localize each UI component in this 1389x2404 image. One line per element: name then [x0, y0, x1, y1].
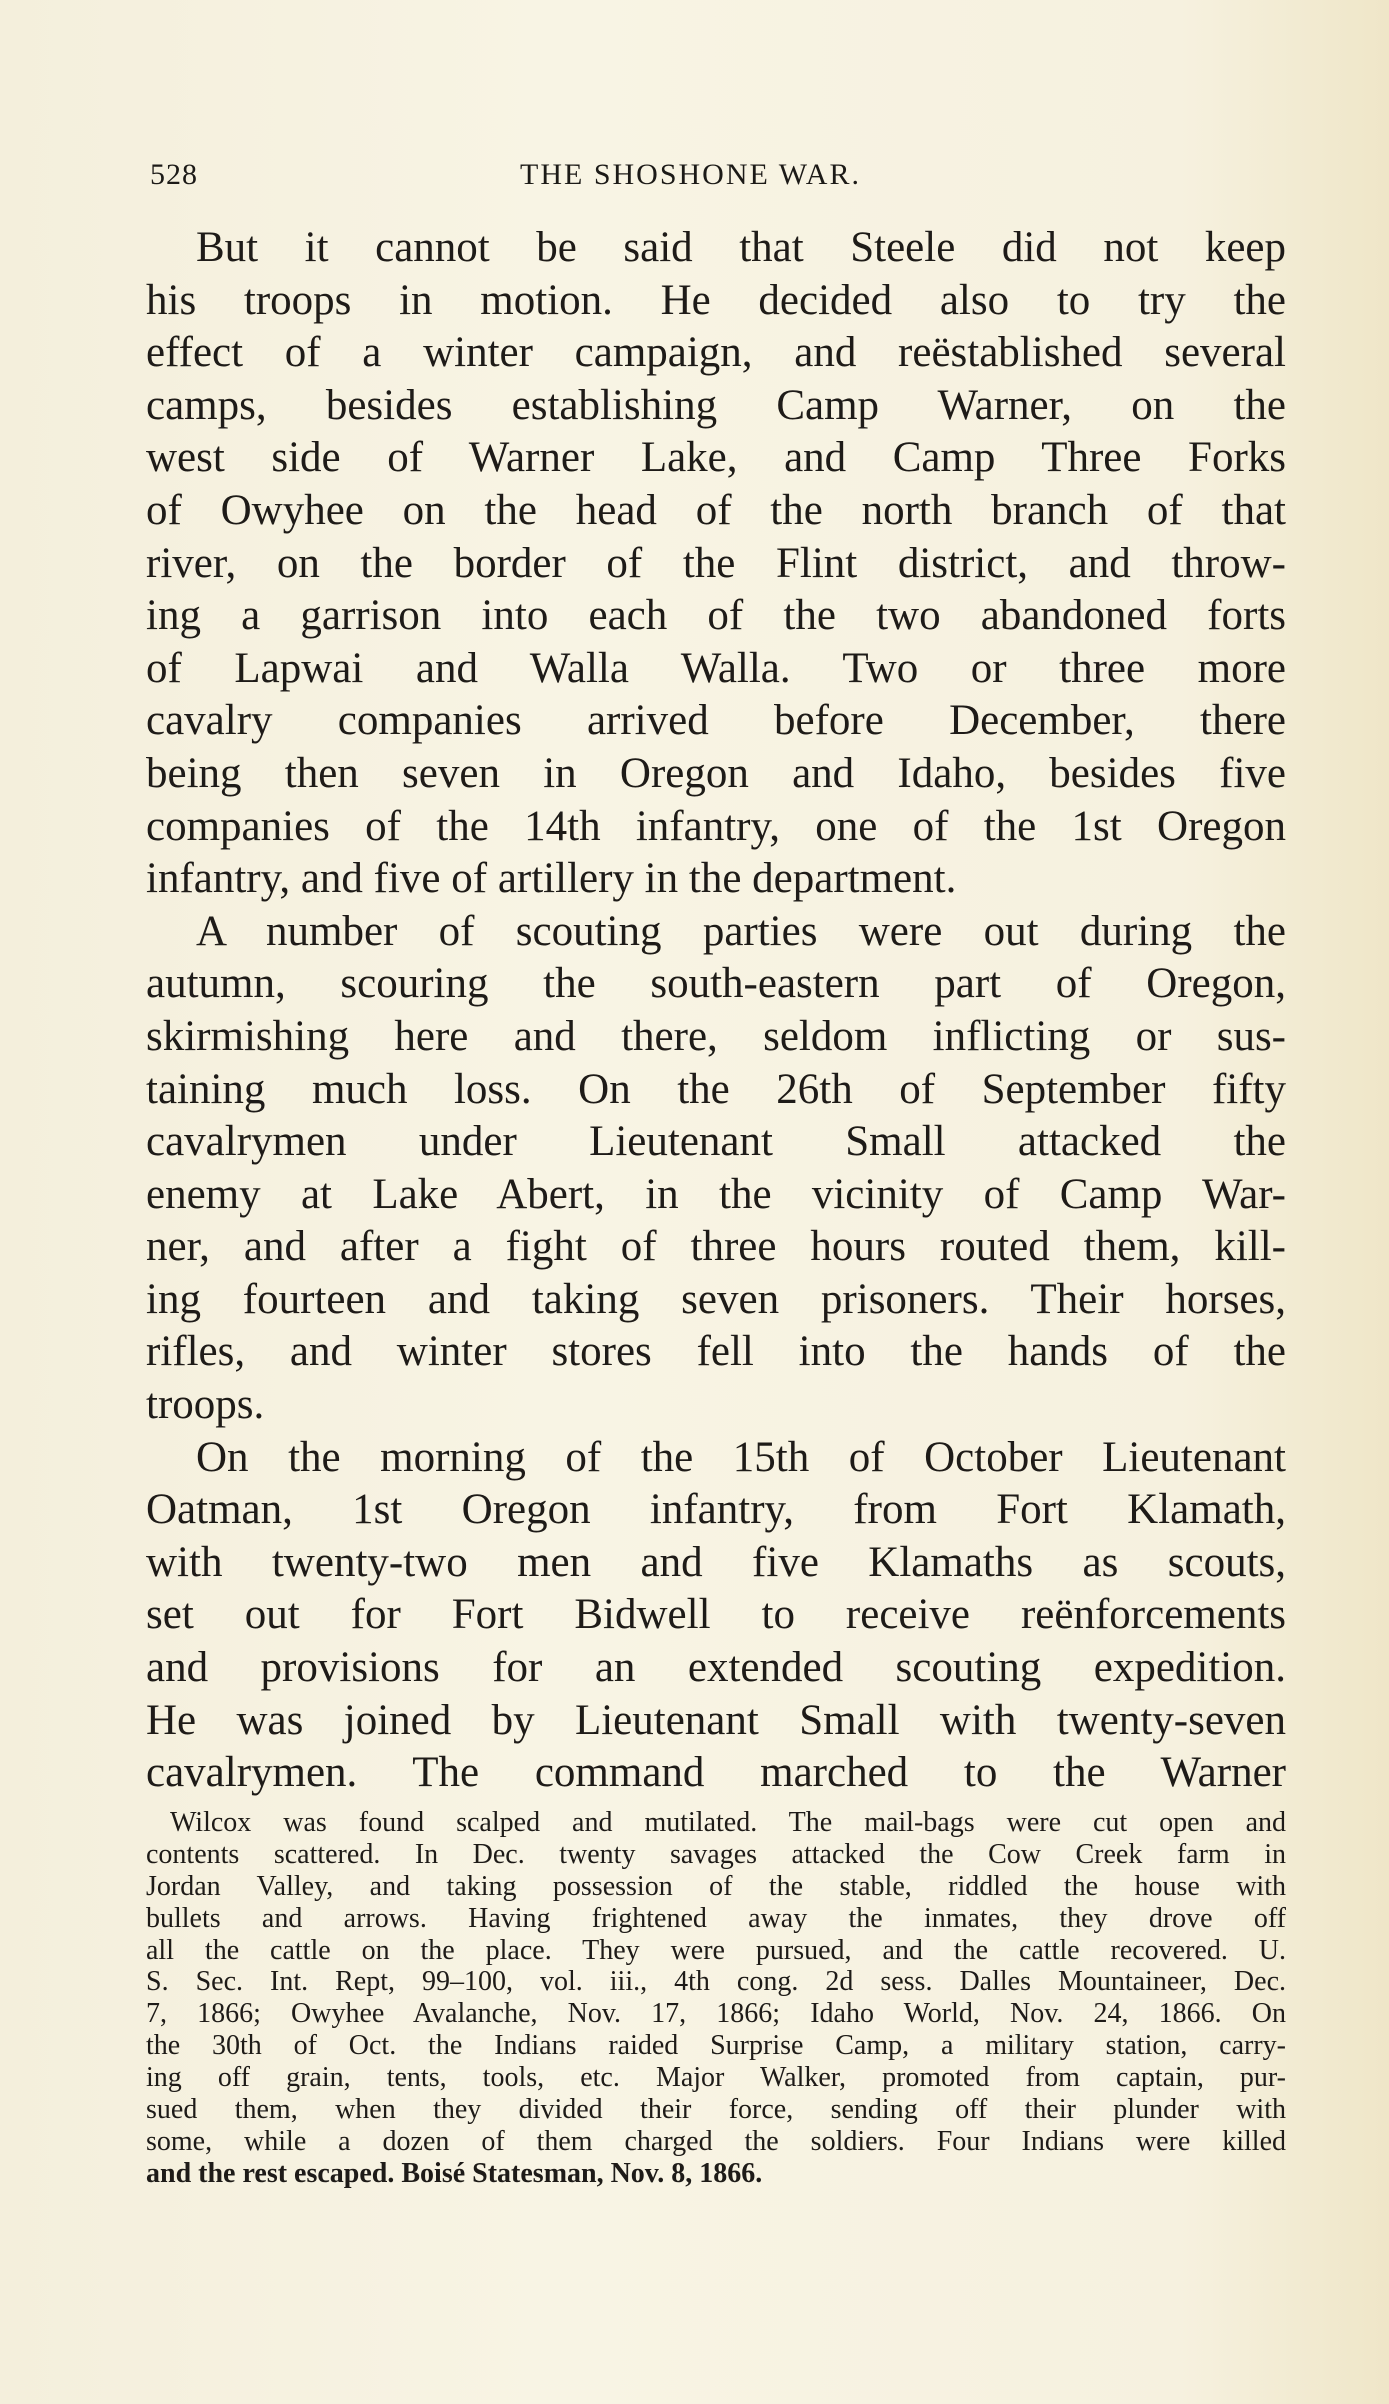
- text-line: cavalry companies arrived before December, there: [146, 697, 1286, 745]
- text-line: But it cannot be said that Steele did not keep: [196, 224, 1286, 271]
- text-line: ner, and after a fight of three hours routed them, kill-: [146, 1223, 1286, 1271]
- text-line: taining much loss. On the 26th of September fifty: [146, 1065, 1286, 1113]
- text-line: with twenty-two men and five Klamaths as scouts,: [146, 1538, 1286, 1586]
- text-line: river, on the border of the Flint district, and throw-: [146, 539, 1286, 587]
- footnote: [146, 1807, 1286, 2190]
- footnote-line: bullets and arrows. Having frightened away the inmates, they drove off: [146, 1902, 1286, 1934]
- footnote-line: all the cattle on the place. They were pursued, and the cattle recovered. U.: [146, 1934, 1286, 1966]
- text-line: enemy at Lake Abert, in the vicinity of Camp War-: [146, 1170, 1286, 1218]
- body-text: [146, 222, 1286, 1800]
- text-line: troops.: [146, 1381, 265, 1429]
- text-line: being then seven in Oregon and Idaho, besides five: [146, 749, 1286, 797]
- text-line: companies of the 14th infantry, one of the 1st Oregon: [146, 802, 1286, 850]
- text-line: cavalrymen. The command marched to the Warner: [146, 1749, 1286, 1797]
- text-line: rifles, and winter stores fell into the hands of the: [146, 1328, 1286, 1376]
- text-line: A number of scouting parties were out during the: [196, 907, 1286, 955]
- footnote-line: ing off grain, tents, tools, etc. Major Walker, promoted from captain, pur-: [146, 2062, 1286, 2094]
- text-line: ing fourteen and taking seven prisoners. Their horses,: [146, 1275, 1286, 1323]
- text-line: set out for Fort Bidwell to receive reënforcements: [146, 1591, 1286, 1639]
- footnote-line: 7, 1866; Owyhee Avalanche, Nov. 17, 1866; Idaho World, Nov. 24, 1866. On: [146, 1998, 1286, 2030]
- running-title: THE SHOSHONE WAR.: [520, 158, 861, 191]
- text-line: He was joined by Lieutenant Small with twenty-seven: [146, 1696, 1286, 1744]
- text-line: infantry, and five of artillery in the department.: [146, 855, 957, 903]
- text-line: effect of a winter campaign, and reëstablished several: [146, 329, 1286, 377]
- footnote-line: S. Sec. Int. Rept, 99–100, vol. iii., 4th cong. 2d sess. Dalles Mountaineer, Dec.: [146, 1966, 1286, 1998]
- text-line: of Owyhee on the head of the north branch of that: [146, 486, 1286, 534]
- footnote-line: the 30th of Oct. the Indians raided Surprise Camp, a military station, carry-: [146, 2030, 1286, 2062]
- text-line: camps, besides establishing Camp Warner, on the: [146, 381, 1286, 429]
- text-line: On the morning of the 15th of October Lieutenant: [196, 1433, 1286, 1481]
- text-line: Oatman, 1st Oregon infantry, from Fort Klamath,: [146, 1486, 1286, 1534]
- text-line: and provisions for an extended scouting expedition.: [146, 1644, 1286, 1692]
- footnote-line: Jordan Valley, and taking possession of the stable, riddled the house with: [146, 1870, 1286, 1902]
- footnote-line: Wilcox was found scalped and mutilated. The mail-bags were cut open and: [170, 1807, 1286, 1838]
- text-line: autumn, scouring the south-eastern part of Oregon,: [146, 960, 1286, 1008]
- text-line: ing a garrison into each of the two abandoned forts: [146, 592, 1286, 640]
- text-line: cavalrymen under Lieutenant Small attacked the: [146, 1118, 1286, 1166]
- footnote-line: contents scattered. In Dec. twenty savages attacked the Cow Creek farm in: [146, 1838, 1286, 1870]
- page-number: 528: [150, 158, 198, 191]
- text-line: his troops in motion. He decided also to try the: [146, 276, 1286, 324]
- footnote-line: some, while a dozen of them charged the soldiers. Four Indians were killed: [146, 2125, 1286, 2157]
- running-head: [150, 158, 1290, 206]
- text-line: west side of Warner Lake, and Camp Three Forks: [146, 434, 1286, 482]
- footnote-line: and the rest escaped. Boisé Statesman, Nov. 8, 1866.: [146, 2157, 763, 2189]
- text-line: skirmishing here and there, seldom inflicting or sus-: [146, 1012, 1286, 1060]
- text-line: of Lapwai and Walla Walla. Two or three more: [146, 644, 1286, 692]
- footnote-line: sued them, when they divided their force, sending off their plunder with: [146, 2094, 1286, 2126]
